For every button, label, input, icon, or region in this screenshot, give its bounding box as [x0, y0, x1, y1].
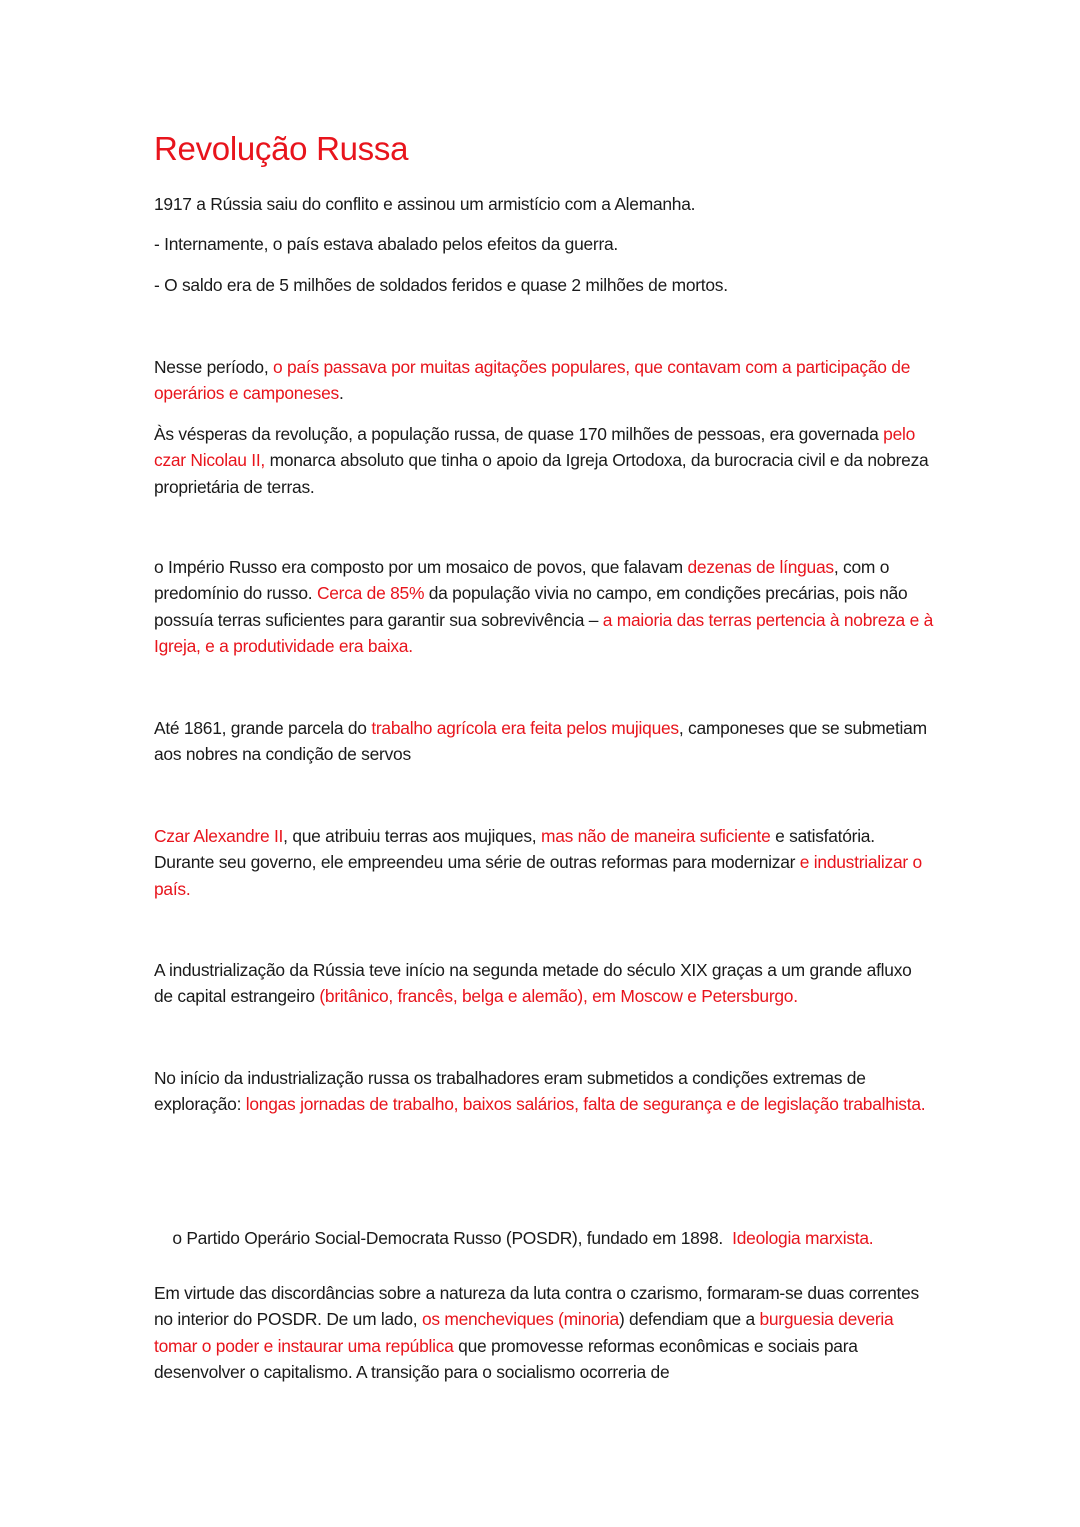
highlight-segment: Czar Alexandre II — [154, 826, 284, 846]
highlight-segment: o país passava por muitas agitações populares, que contavam com a participação de operários e camponeses — [154, 357, 911, 404]
text-segment: - Internamente, o país estava abalado pelos efeitos da guerra. — [154, 234, 619, 254]
paragraph-mujiques — [154, 715, 934, 768]
text-segment: . — [338, 383, 344, 404]
paragraph-casualties — [154, 272, 934, 298]
highlight-segment: Cerca de 85% — [316, 583, 425, 604]
text-segment: , camponeses que se submetiam aos nobres na condição de servos — [154, 718, 927, 765]
paragraph-worker-exploitation — [154, 1065, 934, 1118]
paragraph-industrialization — [154, 957, 934, 1010]
highlight-segment: pelo czar Nicolau II, — [154, 424, 916, 471]
text-segment: Até 1861, grande parcela do — [154, 718, 372, 738]
paragraph-internal-state — [154, 231, 934, 257]
highlight-segment: trabalho agrícola era feita pelos mujiques — [371, 718, 679, 738]
text-segment: da população vivia no campo, em condições precárias, pois não possuía terras suficientes para garantir sua sobrevivência – — [154, 583, 908, 630]
highlight-segment: Ideologia marxista. — [732, 1228, 874, 1249]
highlight-segment: burguesia deveria tomar o poder e instaurar uma república — [154, 1309, 894, 1356]
text-segment: o Império Russo era composto por um mosaico de povos, que falavam — [154, 557, 688, 577]
text-segment: o Partido Operário Social-Democrata Russo (POSDR), fundado em 1898. — [172, 1228, 733, 1249]
text-segment: - O saldo era de 5 milhões de soldados feridos e quase 2 milhões de mortos. — [154, 275, 728, 295]
paragraph-alexandre-ii — [154, 823, 934, 902]
text-segment: ) defendiam que a — [618, 1309, 760, 1330]
paragraph-czar-nicolau — [154, 421, 934, 500]
text-segment: Nesse período, — [154, 357, 274, 377]
highlight-segment: a maioria das terras pertencia à nobreza e à Igreja, e a produtividade era baixa. — [154, 609, 933, 657]
highlight-segment: longas jornadas de trabalho, baixos salários, falta de segurança e de legislação trabalhista. — [245, 1094, 926, 1115]
paragraph-posdr — [154, 1199, 934, 1278]
text-segment: Às vésperas da revolução, a população russa, de quase 170 milhões de pessoas, era governada — [154, 424, 884, 444]
highlight-segment: (britânico, francês, belga e alemão), em Moscow e Petersburgo. — [319, 986, 798, 1007]
text-segment: A industrialização da Rússia teve início na segunda metade do século XIX graças a um grande afluxo de capital estrangeiro — [154, 960, 912, 1007]
text-segment: Em virtude das discordâncias sobre a natureza da luta contra o czarismo, formaram-se duas correntes no interior do POSDR. De um lado, — [154, 1283, 919, 1330]
text-segment: e satisfatória. Durante seu governo, ele empreendeu uma série de outras reformas para modernizar — [154, 826, 875, 873]
highlight-segment: mas não de maneira suficiente — [540, 826, 771, 846]
paragraph-popular-unrest — [154, 354, 934, 407]
highlight-segment: os mencheviques (minoria — [421, 1309, 619, 1330]
paragraph-mencheviques — [154, 1280, 934, 1386]
highlight-segment: e industrializar o país. — [154, 852, 922, 899]
text-segment: , que atribuiu terras aos mujiques, — [283, 826, 541, 846]
paragraph-armistice — [154, 191, 934, 217]
text-segment: 1917 a Rússia saiu do conflito e assinou um armistício com a Alemanha. — [154, 194, 696, 214]
paragraph-russian-empire — [154, 554, 934, 660]
text-segment: No início da industrialização russa os trabalhadores eram submetidos a condições extremas de exploração: — [154, 1068, 866, 1115]
text-segment: que promovesse reformas econômicas e sociais para desenvolver o capitalismo. A transição para o socialismo ocorreria de — [154, 1335, 858, 1383]
highlight-segment: dezenas de línguas — [687, 557, 834, 577]
text-segment: , com o predomínio do russo. — [154, 557, 890, 604]
document-title: Revolução Russa — [154, 130, 409, 167]
text-segment: monarca absoluto que tinha o apoio da Igreja Ortodoxa, da burocracia civil e da nobreza proprietária de terras. — [154, 450, 929, 497]
